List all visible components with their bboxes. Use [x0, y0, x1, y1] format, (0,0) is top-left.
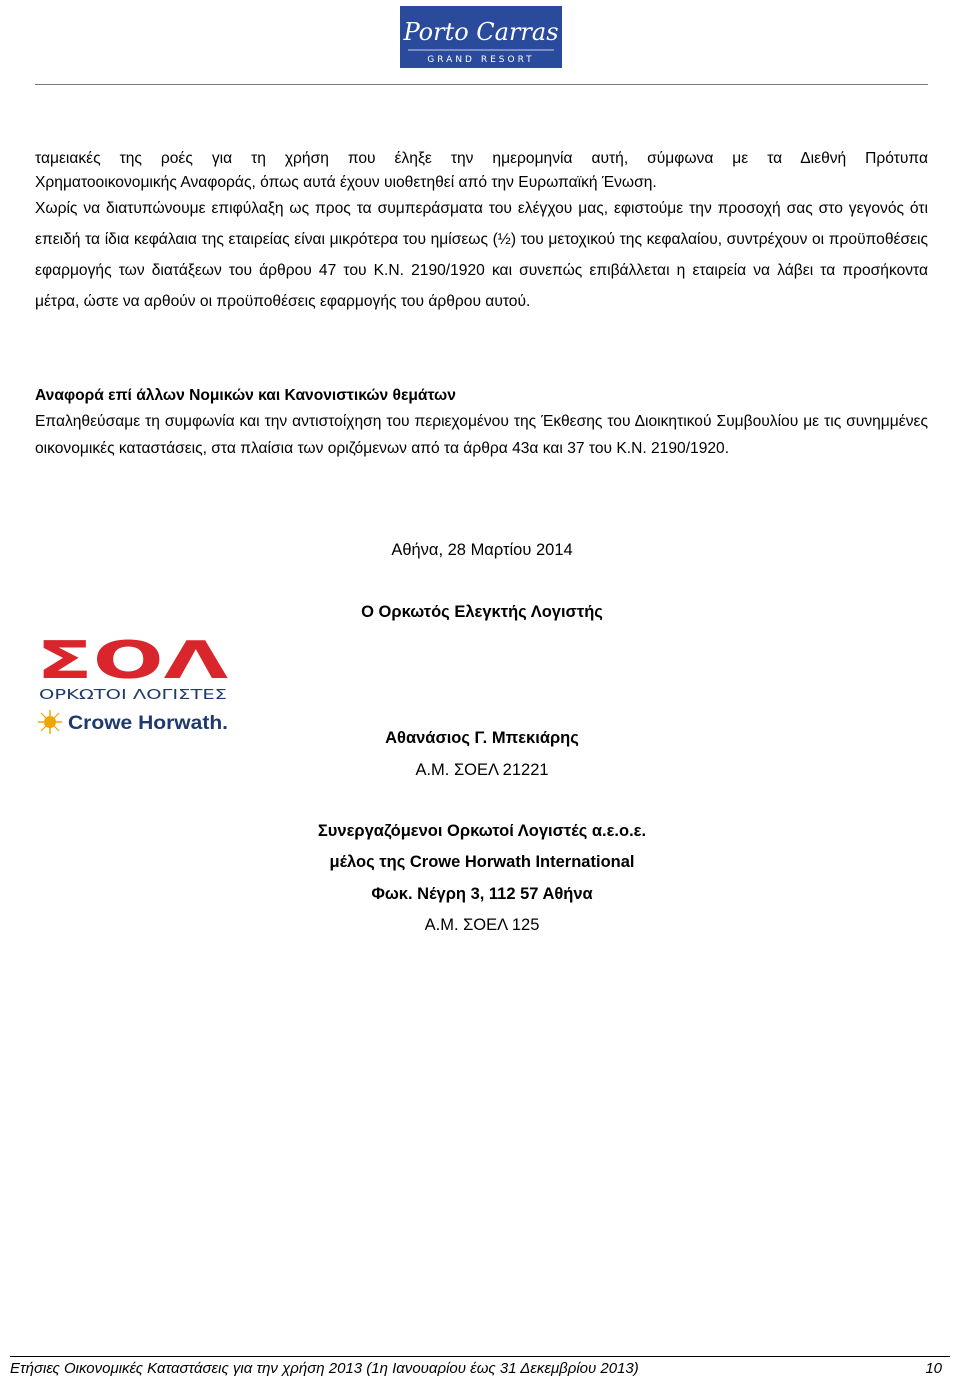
sol-logo-graphic — [36, 634, 230, 738]
sol-letters: ΣΟΛ — [36, 634, 228, 691]
firm-membership: μέλος της Crowe Horwath International — [329, 853, 635, 871]
paragraph-opinion-end — [35, 143, 928, 192]
footer-title: Ετήσιες Οικονομικές Καταστάσεις για την χρήση 2013 (1η Ιανουαρίου έως 31 Δεκεμβρίου 2013) — [10, 1360, 639, 1377]
paragraph-opinion-line1: ταμειακές της ροές για τη χρήση που έληξε την ημερομηνία αυτή, σύμφωνα με τα Διεθνή Πρότυπα — [35, 150, 928, 167]
footer-divider — [10, 1356, 950, 1357]
auditor-name: Αθανάσιος Γ. Μπεκιάρης — [385, 729, 579, 747]
firm-registration: Α.Μ. ΣΟΕΛ 125 — [424, 916, 540, 934]
auditor-registration: Α.Μ. ΣΟΕΛ 21221 — [415, 761, 549, 779]
sol-subtitle: ΟΡΚΩΤΟΙ ΛΟΓΙΣΤΕΣ — [39, 688, 227, 703]
sol-crowe-horwath-logo — [36, 634, 230, 738]
porto-carras-logo — [400, 6, 562, 68]
paragraph-emphasis-of-matter: Χωρίς να διατυπώνουμε επιφύλαξη ως προς τα συμπεράσματα του ελέγχου μας, εφιστούμε την προσοχή σας στο γεγονός ότι επειδή τα ίδια κεφάλαια της εταιρείας είναι μικρότερα του ημίσεως (½) του μετοχικού της κεφαλαίου, συντρέχουν οι προϋποθέσεις εφαρμογής των διατάξεων του άρθρου 47 του Κ.Ν. 2190/1920 και συνεπώς επιβάλλεται η εταιρεία να λάβει τα προσήκοντα μέτρα, ώστε να αρθούν οι προϋποθέσεις εφαρμογής του άρθρου αυτού. — [35, 200, 928, 310]
section-heading: Αναφορά επί άλλων Νομικών και Κανονιστικών θεμάτων — [35, 387, 456, 404]
paragraph-other-legal: Επαληθεύσαμε τη συμφωνία και την αντιστοίχηση του περιεχομένου της Έκθεσης του Διοικητικού Συμβουλίου με τις συνημμένες οικονομικές καταστάσεις, στα πλαίσια των οριζόμενων από τα άρθρα 43α και 37 του Κ.Ν. 2190/1920. — [35, 413, 928, 457]
porto-carras-logo-graphic — [400, 6, 562, 68]
page-number: 10 — [925, 1360, 942, 1377]
auditor-title: Ο Ορκωτός Ελεγκτής Λογιστής — [361, 603, 603, 621]
logo-brand-sub: GRAND RESORT — [427, 55, 535, 65]
header-divider — [35, 84, 928, 85]
place-date: Αθήνα, 28 Μαρτίου 2014 — [391, 541, 573, 559]
firm-name: Συνεργαζόμενοι Ορκωτοί Λογιστές α.ε.ο.ε. — [317, 822, 647, 840]
crowe-horwath-text: Crowe Horwath. — [68, 713, 228, 734]
firm-address: Φωκ. Νέγρη 3, 112 57 Αθήνα — [371, 885, 593, 903]
paragraph-opinion-line2: Χρηματοοικονομικής Αναφοράς, όπως αυτά έχουν υιοθετηθεί από την Ευρωπαϊκή Ένωση. — [35, 174, 657, 191]
logo-brand-script: Porto Carras — [403, 18, 559, 46]
